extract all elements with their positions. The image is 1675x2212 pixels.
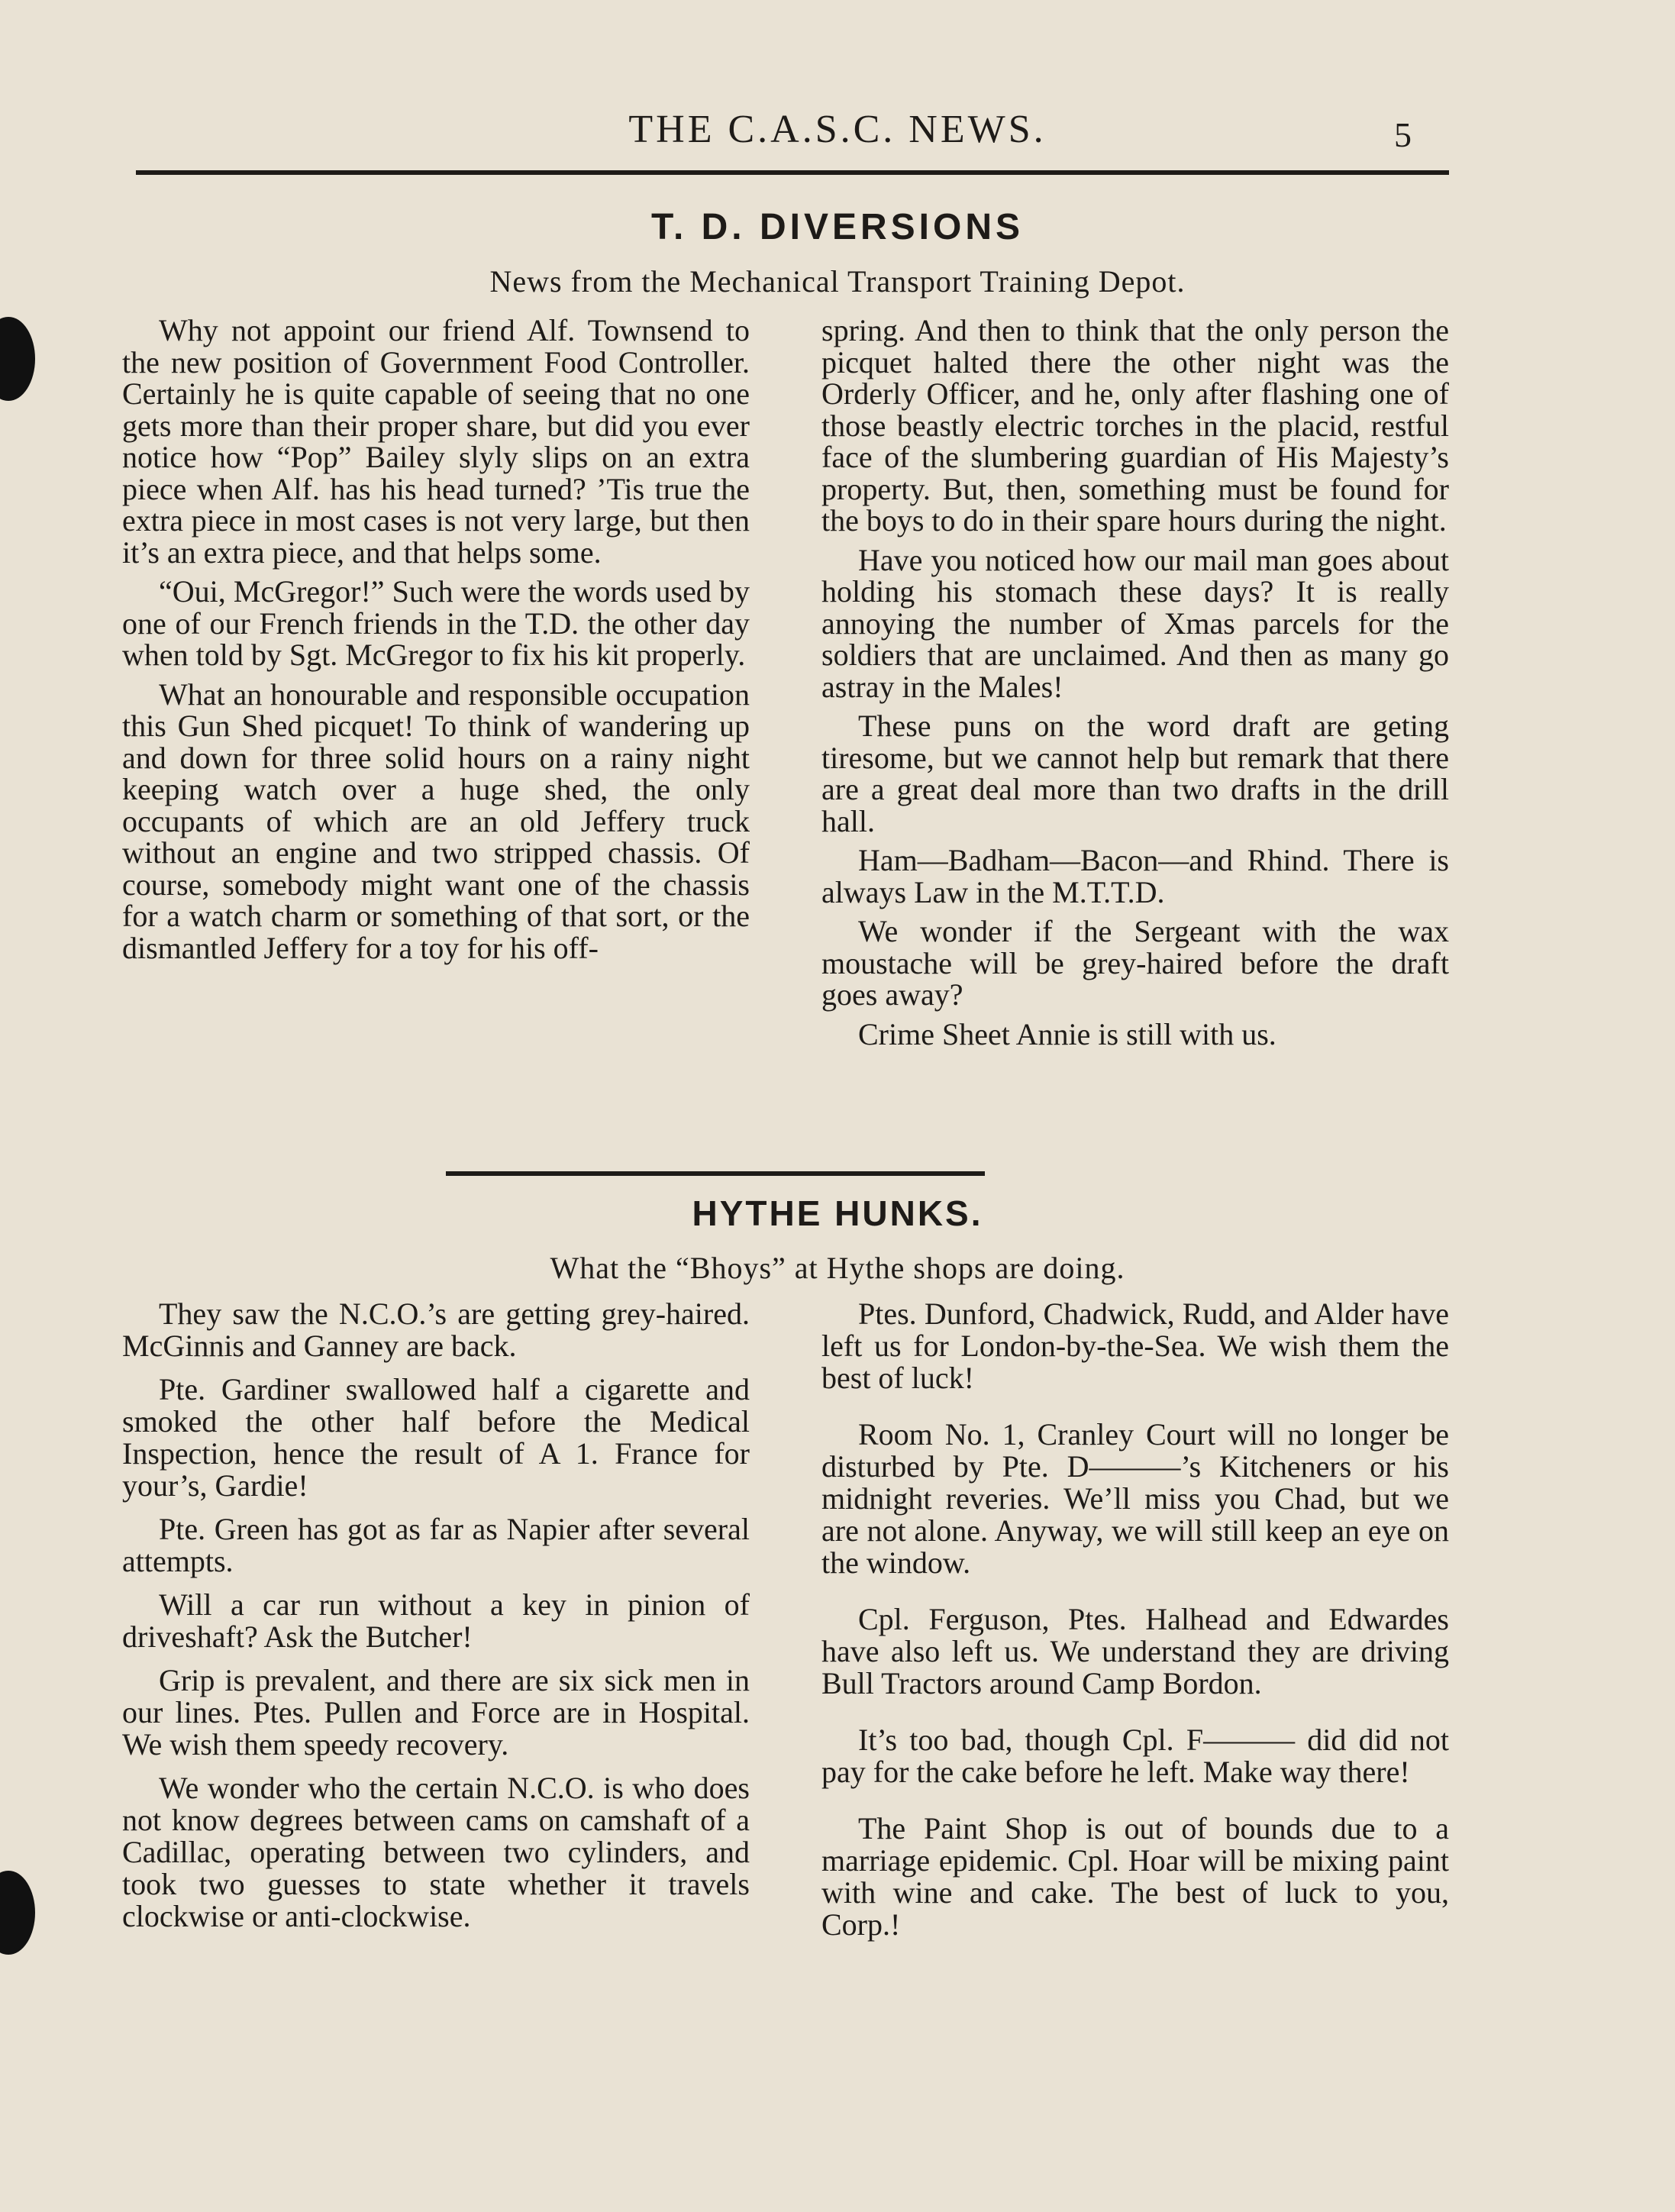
hythe-paragraph: It’s too bad, though Cpl. F——— did did not pay for the cake before he left. Make way there!: [821, 1723, 1449, 1789]
hythe-paragraph: Pte. Gardiner swallowed half a cigarette and smoked the other half before the Medical Inspection, hence the result of A 1. France for your’s, Gardie!: [122, 1372, 750, 1503]
hythe-paragraph: Cpl. Ferguson, Ptes. Halhead and Edwardes have also left us. We understand they are driving Bull Tractors around Camp Bordon.: [821, 1602, 1449, 1700]
td-paragraph: Crime Sheet Annie is still with us.: [858, 1016, 1276, 1051]
td-paragraph: We wonder if the Sergeant with the wax moustache will be grey-haired before the draft goes away?: [821, 914, 1449, 1012]
td-paragraph: Why not appoint our friend Alf. Townsend to the new position of Government Food Controller. Certainly he is quite capable of seeing that no one gets more than their proper share, but did you ever notice how “Pop” Bailey slyly slips on an extra piece when Alf. has his head turned? ’Tis true the extra piece in most cases is not very large, but then it’s an extra piece, and that helps some.: [122, 313, 750, 570]
td-paragraph: What an honourable and responsible occupation this Gun Shed picquet! To think of wandering up and down for three solid hours on a rainy night keeping watch over a huge shed, the only occupants of which are an old Jeffery truck without an engine and two stripped chassis. Of course, somebody might want one of the chassis for a watch charm or something of that sort, or the dismantled Jeffery for a toy for his off-: [122, 677, 750, 965]
section-title-hythe-hunks: HYTHE HUNKS.: [692, 1193, 983, 1233]
hythe-paragraph: We wonder who the certain N.C.O. is who does not know degrees between cams on camshaft of a Cadillac, operating between two cylinders, and took two guesses to state whether it travels clockwise or anti-clockwise.: [122, 1771, 750, 1933]
hythe-hunks-right-column: [821, 1298, 1449, 1965]
header-rule: [136, 170, 1449, 175]
hythe-paragraph: Grip is prevalent, and there are six sick men in our lines. Ptes. Pullen and Force are in Hospital. We wish them speedy recovery.: [122, 1663, 750, 1762]
td-paragraph: “Oui, McGregor!” Such were the words used by one of our French friends in the T.D. the other day when told by Sgt. McGregor to fix his kit properly.: [122, 574, 750, 672]
hythe-hunks-left-column: [122, 1298, 750, 1944]
publication-title: THE C.A.S.C. NEWS.: [628, 108, 1047, 151]
td-paragraph: Ham—Badham—Bacon—and Rhind. There is always Law in the M.T.T.D.: [821, 843, 1449, 909]
td-paragraph: These puns on the word draft are geting tiresome, but we cannot help but remark that there are a great deal more than two drafts in the drill hall.: [821, 709, 1449, 838]
section-divider-rule: [446, 1171, 985, 1176]
hythe-paragraph: The Paint Shop is out of bounds due to a marriage epidemic. Cpl. Hoar will be mixing paint with wine and cake. The best of luck to you, Corp.!: [821, 1811, 1449, 1942]
hythe-paragraph: They saw the N.C.O.’s are getting grey-haired. McGinnis and Ganney are back.: [122, 1297, 750, 1363]
hythe-paragraph: Will a car run without a key in pinion of driveshaft? Ask the Butcher!: [122, 1587, 750, 1654]
hythe-paragraph: Ptes. Dunford, Chadwick, Rudd, and Alder have left us for London-by-the-Sea. We wish them the best of luck!: [821, 1297, 1449, 1395]
section-subtitle-hythe-hunks: What the “Bhoys” at Hythe shops are doing.: [550, 1251, 1125, 1285]
td-diversions-left-column: [122, 315, 750, 971]
section-title-td-diversions: T. D. DIVERSIONS: [650, 207, 1025, 247]
section-subtitle-td-diversions: News from the Mechanical Transport Training Depot.: [489, 264, 1186, 299]
hythe-paragraph: Room No. 1, Cranley Court will no longer be disturbed by Pte. D———’s Kitcheners or his midnight reveries. We’ll miss you Chad, but we are not alone. Anyway, we will still keep an eye on the window.: [821, 1417, 1449, 1580]
td-paragraph: spring. And then to think that the only person the picquet halted there the other night was the Orderly Officer, and he, only after flashing one of those beastly electric torches in the placid, restful face of the slumbering guardian of His Majesty’s property. But, then, something must be found for the boys to do in their spare hours during the night.: [821, 313, 1449, 538]
td-paragraph: Have you noticed how our mail man goes about holding his stomach these days? It is really annoying the number of Xmas parcels for the soldiers that are unclaimed. And then as many go astray in the Males!: [821, 542, 1449, 704]
td-diversions-right-column: [821, 315, 1449, 1058]
page-number: 5: [1394, 115, 1412, 154]
hythe-paragraph: Pte. Green has got as far as Napier after several attempts.: [122, 1512, 750, 1578]
